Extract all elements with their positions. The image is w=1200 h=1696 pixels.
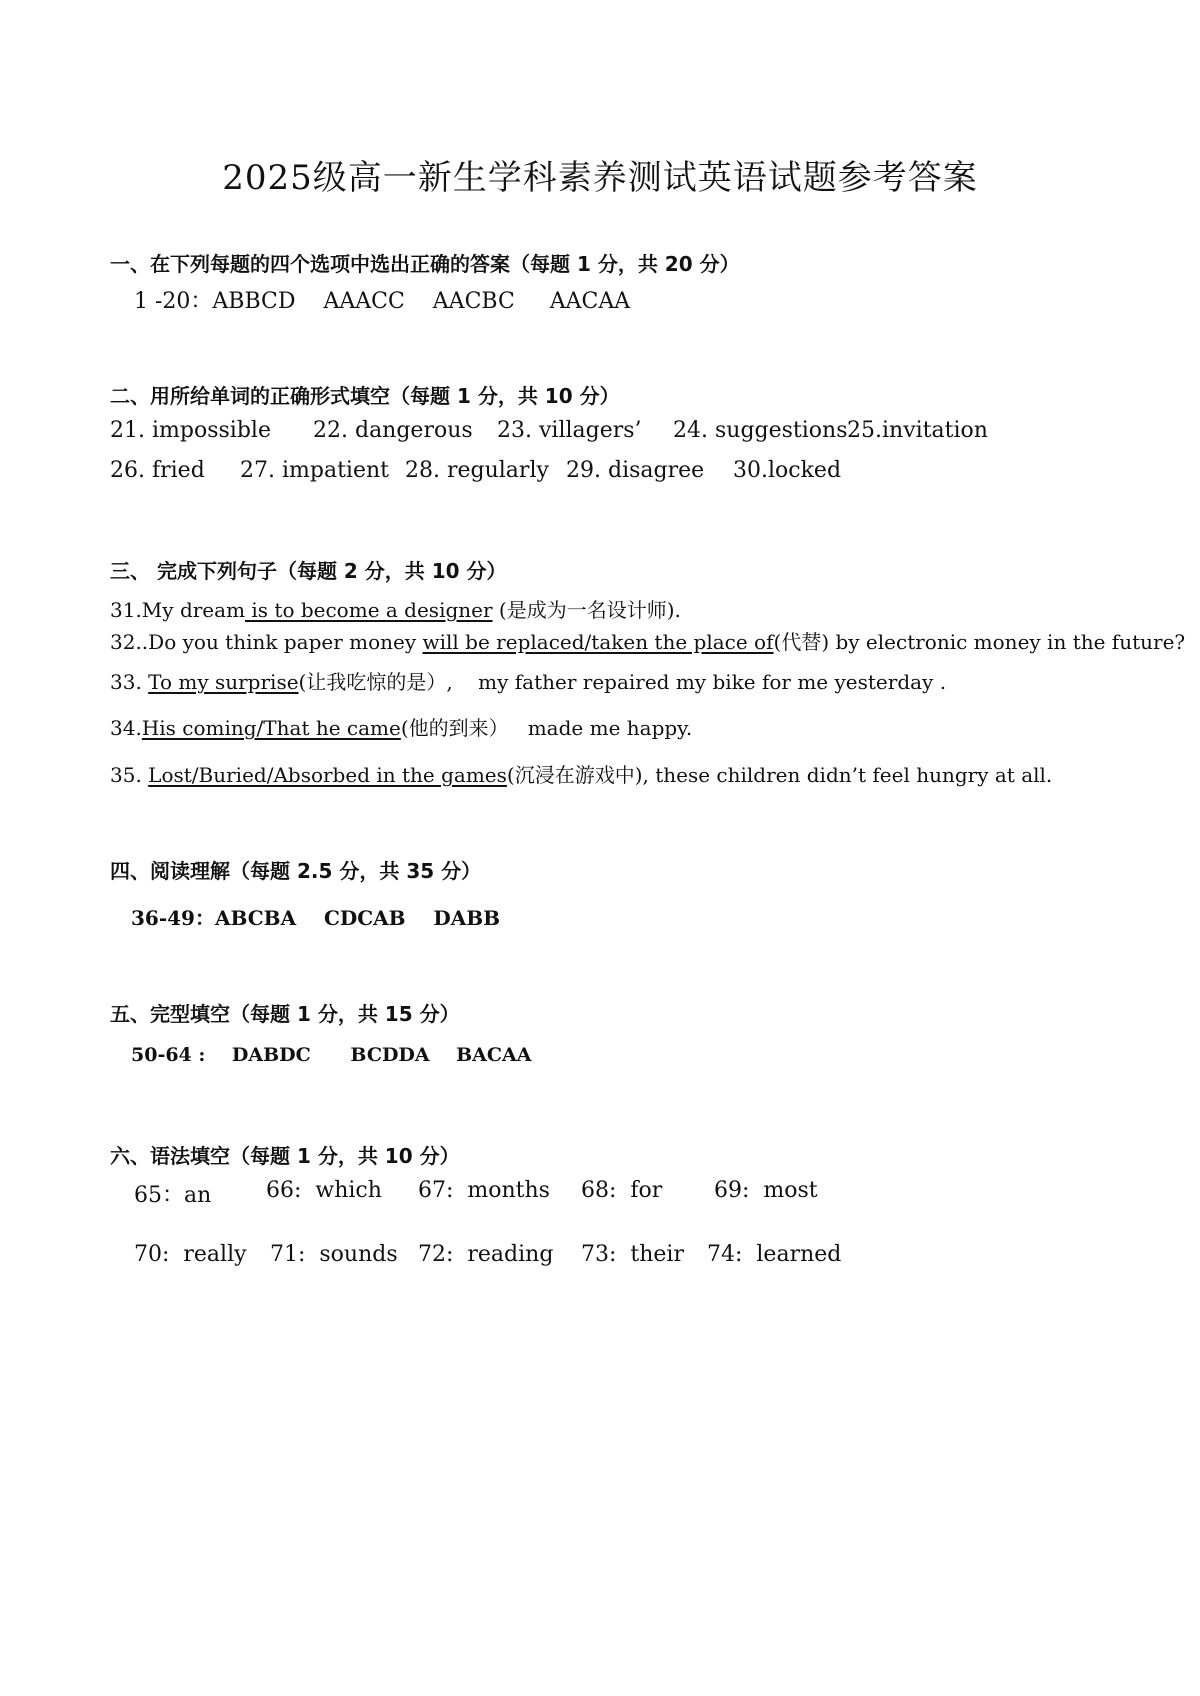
answer-25: 25.invitation [847,418,988,443]
section-4-answers: 36-49：ABCBA CDCAB DABB [131,906,501,930]
sentence-32-suffix: (代替) by electronic money in the future? [773,630,1186,654]
answer-28: 28. regularly [405,458,549,483]
section-1-heading: 一、在下列每题的四个选项中选出正确的答案（每题 1 分，共 20 分） [110,252,740,276]
answer-24: 24. suggestions [673,418,848,443]
answer-73: 73: their [581,1242,684,1267]
answer-70: 70: really [134,1242,247,1267]
sentence-33 [110,666,946,695]
answer-27: 27. impatient [240,458,389,483]
answer-72: 72: reading [418,1242,554,1267]
sentence-32-answer: will be replaced/taken the place of [422,630,774,654]
answer-21: 21. impossible [110,418,271,443]
section-6-heading: 六、语法填空（每题 1 分，共 10 分） [110,1144,460,1168]
section-3-heading: 三、 完成下列句子（每题 2 分，共 10 分） [110,559,507,583]
sentence-35-suffix: (沉浸在游戏中), these children didn’t feel hungry at all. [506,763,1053,787]
answer-65: 65：an [134,1183,212,1208]
answer-30: 30.locked [733,458,842,483]
section-5-answers: 50-64 : DABDC BCDDA BACAA [131,1044,532,1066]
sentence-33-answer: To my surprise [148,670,299,694]
section-1-answers: 1 -20：ABBCD AAACC AACBC AACAA [134,289,631,314]
answer-66: 66: which [266,1178,382,1203]
answer-23: 23. villagers’ [497,418,642,443]
answer-68: 68: for [581,1178,663,1203]
answer-69: 69: most [714,1178,818,1203]
page-title: 2025级高一新生学科素养测试英语试题参考答案 [222,158,978,198]
answer-71: 71: sounds [270,1242,398,1267]
answer-26: 26. fried [110,458,205,483]
sentence-35 [110,759,1052,788]
sentence-34-suffix: (他的到来） made me happy. [400,716,693,740]
answer-67: 67: months [418,1178,550,1203]
answer-74: 74: learned [707,1242,842,1267]
sentence-31-prefix: 31.My dream [110,598,246,622]
sentence-33-suffix: (让我吃惊的是）, my father repaired my bike for me yesterday . [298,670,947,694]
sentence-34-prefix: 34. [110,716,142,740]
sentence-31-suffix: (是成为一名设计师). [492,598,681,622]
answer-22: 22. dangerous [313,418,473,443]
section-5-heading: 五、完型填空（每题 1 分，共 15 分） [110,1002,460,1026]
sentence-34 [110,712,692,741]
section-4-heading: 四、阅读理解（每题 2.5 分，共 35 分） [110,859,482,883]
answer-29: 29. disagree [566,458,705,483]
section-2-heading: 二、用所给单词的正确形式填空（每题 1 分，共 10 分） [110,384,620,408]
sentence-31 [110,594,681,623]
sentence-31-answer: is to become a designer [245,598,493,622]
sentence-35-prefix: 35. [110,763,149,787]
sentence-33-prefix: 33. [110,670,149,694]
sentence-34-answer: His coming/That he came [141,716,401,740]
sentence-35-answer: Lost/Buried/Absorbed in the games [148,763,507,787]
sentence-32 [110,626,1185,655]
sentence-32-prefix: 32..Do you think paper money [110,630,423,654]
